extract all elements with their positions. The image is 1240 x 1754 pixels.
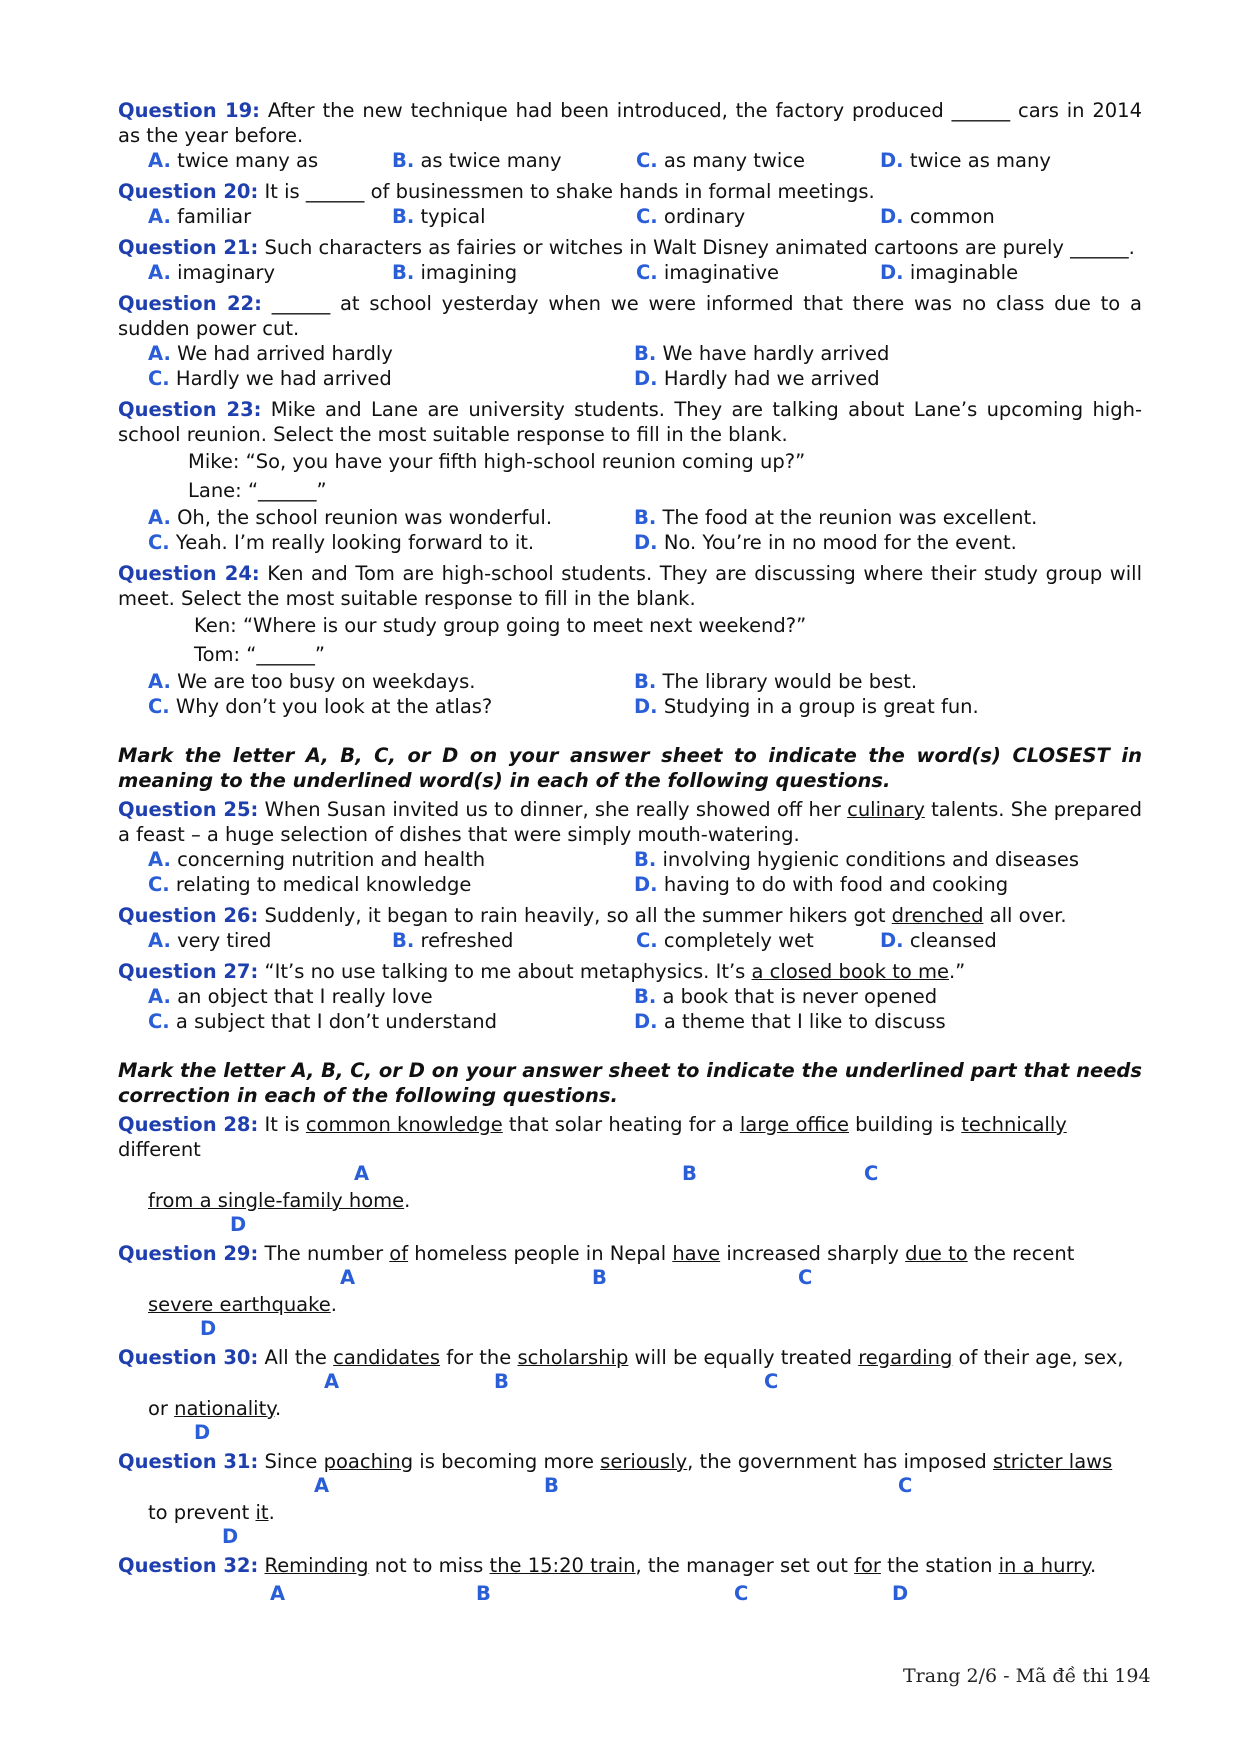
option-c[interactable]: C. relating to medical knowledge <box>148 873 472 896</box>
section-instruction: Mark the letter A, B, C, or D on your answer sheet to indicate the word(s) CLOSEST in meaning to the underlined word(s) in each of the following questions. <box>118 744 1142 792</box>
dialogue-line: Ken: “Where is our study group going to meet next weekend?” <box>194 614 807 637</box>
option-c[interactable]: C. Hardly we had arrived <box>148 367 392 390</box>
question-28-cont: from a single-family home. <box>148 1189 411 1212</box>
options-24 <box>118 669 1142 719</box>
option-c[interactable]: C. a subject that I don’t understand <box>148 1010 498 1033</box>
dialogue-line: Mike: “So, you have your fifth high-school reunion coming up?” <box>188 450 806 473</box>
question-30: Question 30: All the candidates for the scholarship will be equally treated regarding of their age, sex, <box>118 1346 1124 1369</box>
question-26: Question 26: Suddenly, it began to rain heavily, so all the summer hikers got drenched all over. <box>118 904 1067 927</box>
page-footer: Trang 2/6 - Mã đề thi 194 <box>903 1665 1151 1687</box>
question-32: Question 32: Reminding not to miss the 15:20 train, the manager set out for the station in a hurry. <box>118 1554 1097 1577</box>
options-22 <box>118 341 1142 391</box>
options-25 <box>118 847 1142 897</box>
answer-letters: A B C D <box>270 1582 909 1605</box>
option-d[interactable]: D. common <box>880 205 995 228</box>
option-b[interactable]: B. a book that is never opened <box>634 985 938 1008</box>
question-21: Question 21: Such characters as fairies or witches in Walt Disney animated cartoons are purely ______. <box>118 236 1135 259</box>
option-a[interactable]: A. Oh, the school reunion was wonderful. <box>148 506 553 529</box>
option-b[interactable]: B. The library would be best. <box>634 670 918 693</box>
option-d[interactable]: D. having to do with food and cooking <box>634 873 1009 896</box>
option-d[interactable]: D. Hardly had we arrived <box>634 367 880 390</box>
option-b[interactable]: B. typical <box>392 205 486 228</box>
answer-letters: A B C <box>314 1474 913 1497</box>
option-d[interactable]: D. imaginable <box>880 261 1019 284</box>
question-23: Question 23: Mike and Lane are university students. They are talking about Lane’s upcoming high-school reunion. Select the most suitable response to fill in the blank. <box>118 398 1142 446</box>
dialogue-line: Tom: “______” <box>194 643 325 666</box>
answer-letters: D <box>230 1213 247 1236</box>
question-29-cont: severe earthquake. <box>148 1293 337 1316</box>
option-a[interactable]: A. We are too busy on weekdays. <box>148 670 476 693</box>
option-b[interactable]: B. The food at the reunion was excellent. <box>634 506 1038 529</box>
option-a[interactable]: A. an object that I really love <box>148 985 433 1008</box>
option-b[interactable]: B. involving hygienic conditions and diseases <box>634 848 1080 871</box>
answer-letters: A B C <box>324 1370 779 1393</box>
option-d[interactable]: D. Studying in a group is great fun. <box>634 695 979 718</box>
options-26 <box>118 928 1142 953</box>
question-19: Question 19: After the new technique had been introduced, the factory produced ______ cars in 2014 as the year before. <box>118 99 1142 147</box>
question-30-cont: or nationality. <box>148 1397 282 1420</box>
question-28: Question 28: It is common knowledge that solar heating for a large office building is technically different <box>118 1113 1067 1161</box>
option-c[interactable]: C. as many twice <box>636 149 806 172</box>
options-23 <box>118 505 1142 555</box>
options-21 <box>118 260 1142 285</box>
question-31: Question 31: Since poaching is becoming more seriously, the government has imposed stricter laws <box>118 1450 1113 1473</box>
question-24: Question 24: Ken and Tom are high-school students. They are discussing where their study group will meet. Select the most suitable response to fill in the blank. <box>118 562 1142 610</box>
answer-letters: D <box>200 1317 217 1340</box>
option-c[interactable]: C. completely wet <box>636 929 814 952</box>
options-20 <box>118 204 1142 229</box>
option-a[interactable]: A. very tired <box>148 929 272 952</box>
section-instruction: Mark the letter A, B, C, or D on your answer sheet to indicate the underlined part that needs correction in each of the following questions. <box>118 1059 1142 1107</box>
option-a[interactable]: A. concerning nutrition and health <box>148 848 486 871</box>
option-c[interactable]: C. Why don’t you look at the atlas? <box>148 695 493 718</box>
options-19 <box>118 148 1142 173</box>
question-22: Question 22: ______ at school yesterday when we were informed that there was no class due to a sudden power cut. <box>118 292 1142 340</box>
option-d[interactable]: D. cleansed <box>880 929 997 952</box>
answer-letters: A B C <box>340 1266 813 1289</box>
question-31-cont: to prevent it. <box>148 1501 275 1524</box>
option-a[interactable]: A. imaginary <box>148 261 276 284</box>
dialogue-line: Lane: “______” <box>188 479 327 502</box>
option-b[interactable]: B. as twice many <box>392 149 562 172</box>
option-d[interactable]: D. a theme that I like to discuss <box>634 1010 946 1033</box>
question-25: Question 25: When Susan invited us to dinner, she really showed off her culinary talents. She prepared a feast – a huge selection of dishes that were simply mouth-watering. <box>118 798 1142 846</box>
option-d[interactable]: D. twice as many <box>880 149 1051 172</box>
question-20: Question 20: It is ______ of businessmen to shake hands in formal meetings. <box>118 180 875 203</box>
answer-letters: A B C <box>354 1162 879 1185</box>
question-29: Question 29: The number of homeless people in Nepal have increased sharply due to the recent <box>118 1242 1075 1265</box>
option-c[interactable]: C. ordinary <box>636 205 746 228</box>
option-b[interactable]: B. imagining <box>392 261 518 284</box>
answer-letters: D <box>194 1421 211 1444</box>
exam-page <box>118 98 1142 1608</box>
option-b[interactable]: B. We have hardly arrived <box>634 342 890 365</box>
option-b[interactable]: B. refreshed <box>392 929 514 952</box>
option-a[interactable]: A. familiar <box>148 205 252 228</box>
answer-letters: D <box>222 1525 239 1548</box>
option-a[interactable]: A. We had arrived hardly <box>148 342 393 365</box>
option-a[interactable]: A. twice many as <box>148 149 319 172</box>
question-27: Question 27: “It’s no use talking to me about metaphysics. It’s a closed book to me.” <box>118 960 966 983</box>
option-d[interactable]: D. No. You’re in no mood for the event. <box>634 531 1017 554</box>
option-c[interactable]: C. Yeah. I’m really looking forward to it. <box>148 531 535 554</box>
option-c[interactable]: C. imaginative <box>636 261 779 284</box>
options-27 <box>118 984 1142 1034</box>
